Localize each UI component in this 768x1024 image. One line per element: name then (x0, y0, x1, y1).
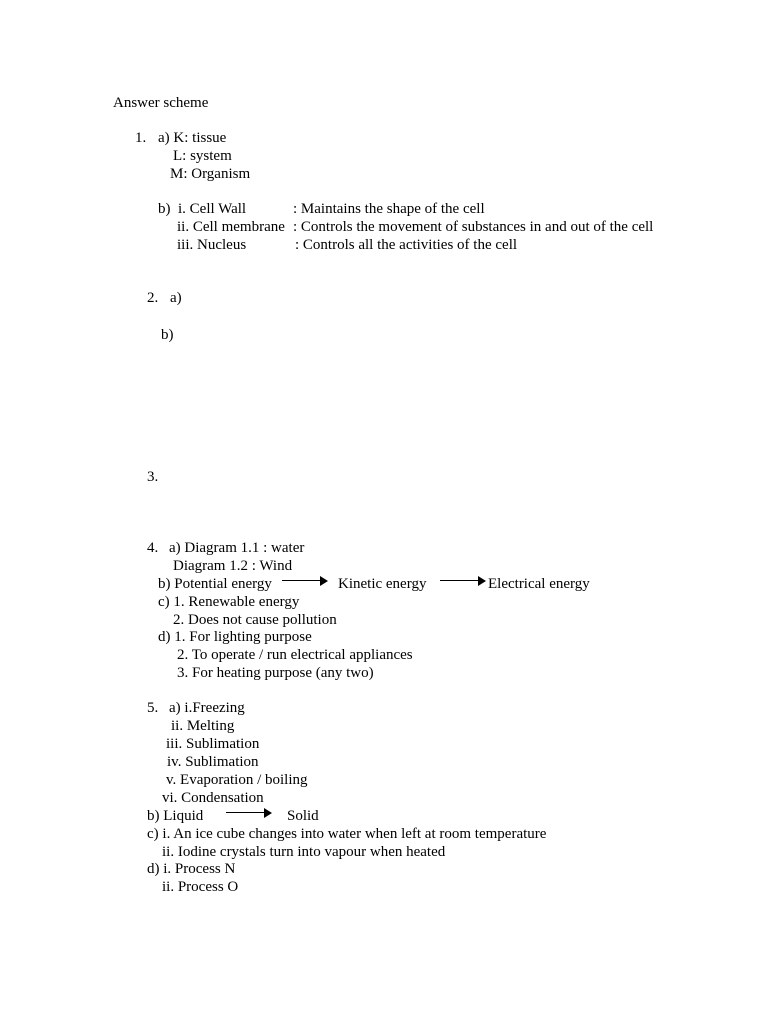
q3-number: 3. (147, 469, 159, 485)
q4-d-1: d) 1. For lighting purpose (158, 629, 312, 645)
q4-number: 4. (147, 540, 159, 556)
q1-b-i-item: i. Cell Wall (178, 201, 247, 217)
q5-a-vi: vi. Condensation (162, 790, 264, 806)
q4-a-line1: a) Diagram 1.1 : water (169, 540, 305, 556)
q1-number: 1. (135, 130, 147, 146)
q5-a-i: a) i.Freezing (169, 700, 245, 716)
q4-c-1: c) 1. Renewable energy (158, 594, 300, 610)
q1-a-m: M: Organism (170, 166, 251, 182)
page-title: Answer scheme (113, 95, 209, 111)
q4-d-2: 2. To operate / run electrical appliances (177, 647, 413, 663)
q1-b-i-desc: : Maintains the shape of the cell (293, 201, 485, 217)
q4-b-kinetic: Kinetic energy (338, 576, 427, 592)
q5-d-ii: ii. Process O (162, 879, 239, 895)
q1-a-k: a) K: tissue (158, 130, 227, 146)
q5-c-i: c) i. An ice cube changes into water when left at room temperature (147, 826, 547, 842)
q5-b-liquid: b) Liquid (147, 808, 204, 824)
q2-a-label: a) (170, 290, 182, 306)
q4-d-3: 3. For heating purpose (any two) (177, 665, 374, 681)
q2-number: 2. (147, 290, 159, 306)
q5-a-iii: iii. Sublimation (166, 736, 260, 752)
q5-c-ii: ii. Iodine crystals turn into vapour when heated (162, 844, 446, 860)
q1-b-ii-desc: : Controls the movement of substances in and out of the cell (293, 219, 654, 235)
arrow-icon (440, 576, 486, 586)
q1-a-l: L: system (173, 148, 232, 164)
q1-b-ii-item: ii. Cell membrane (177, 219, 285, 235)
q1-b-iii-item: iii. Nucleus (177, 237, 247, 253)
q2-b-label: b) (161, 327, 174, 343)
q5-number: 5. (147, 700, 159, 716)
q4-b-label: b) Potential energy (158, 576, 272, 592)
q4-c-2: 2. Does not cause pollution (173, 612, 337, 628)
q5-a-iv: iv. Sublimation (167, 754, 259, 770)
arrow-icon (282, 576, 328, 586)
q1-b-iii-desc: : Controls all the activities of the cell (295, 237, 518, 253)
q5-b-solid: Solid (287, 808, 319, 824)
q5-a-ii: ii. Melting (171, 718, 235, 734)
q4-a-line2: Diagram 1.2 : Wind (173, 558, 293, 574)
arrow-icon (226, 808, 272, 818)
q5-a-v: v. Evaporation / boiling (166, 772, 308, 788)
q1-b-label: b) (158, 201, 171, 217)
q4-b-electrical: Electrical energy (488, 576, 590, 592)
q5-d-i: d) i. Process N (147, 861, 236, 877)
